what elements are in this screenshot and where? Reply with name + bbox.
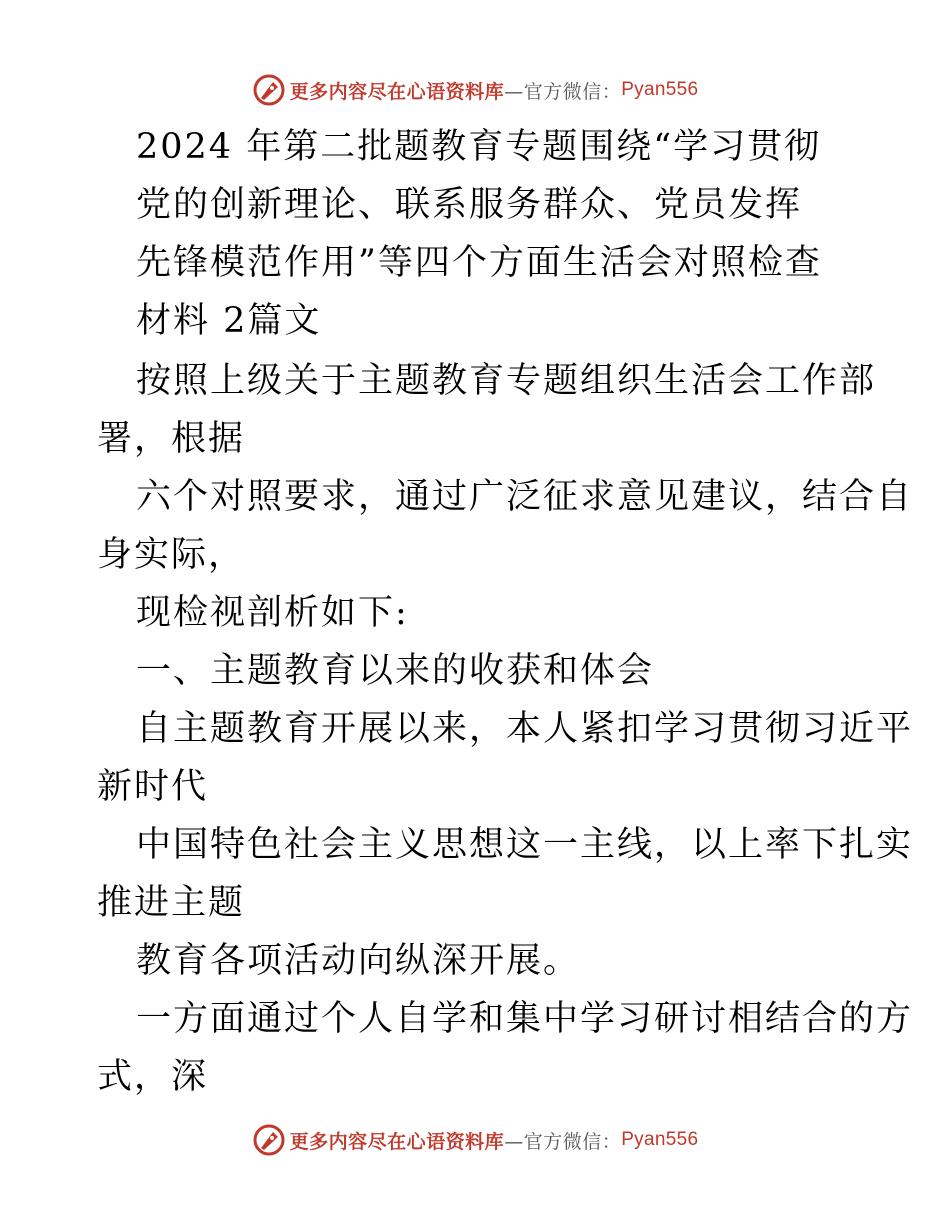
section-heading: 一、主题教育以来的收获和体会 <box>136 651 655 691</box>
paragraph-line: 中国特色社会主义思想这一主线，以上率下扎实 <box>136 825 914 865</box>
watermark-separator: —官方微信： <box>504 1130 622 1153</box>
watermark-brand: 更多内容尽在心语资料库 <box>289 80 505 103</box>
paragraph-line: 署，根据 <box>97 419 246 459</box>
title-line-2: 党的创新理论、联系服务群众、党员发挥 <box>136 185 803 225</box>
footer-watermark <box>0 1120 950 1160</box>
title-line-4: 材料 2篇文 <box>136 301 322 341</box>
pen-nib-logo-icon <box>252 1123 286 1157</box>
paragraph-line: 现检视剖析如下: <box>136 593 409 633</box>
paragraph-line: 身实际， <box>97 535 246 575</box>
watermark-separator: —官方微信： <box>504 80 622 103</box>
paragraph-line: 式，深 <box>97 1057 209 1097</box>
title-line-1: 2024 年第二批题教育专题围绕“学习贯彻 <box>136 127 822 167</box>
watermark-wechat-id: Pyan556 <box>621 1129 699 1150</box>
paragraph-line: 按照上级关于主题教育专题组织生活会工作部 <box>136 361 877 401</box>
header-watermark <box>0 70 950 110</box>
paragraph-line: 新时代 <box>97 767 209 807</box>
paragraph-line: 自主题教育开展以来，本人紧扣学习贯彻习近平 <box>136 709 914 749</box>
title-line-3: 先锋模范作用”等四个方面生活会对照检查 <box>136 243 822 283</box>
paragraph-line: 六个对照要求，通过广泛征求意见建议，结合自 <box>136 477 914 517</box>
pen-nib-logo-icon <box>252 73 286 107</box>
watermark-wechat-id: Pyan556 <box>621 79 699 100</box>
paragraph-line: 教育各项活动向纵深开展。 <box>136 941 581 981</box>
paragraph-line: 一方面通过个人自学和集中学习研讨相结合的方 <box>136 999 914 1039</box>
watermark-brand: 更多内容尽在心语资料库 <box>289 1130 505 1153</box>
paragraph-line: 推进主题 <box>97 883 246 923</box>
